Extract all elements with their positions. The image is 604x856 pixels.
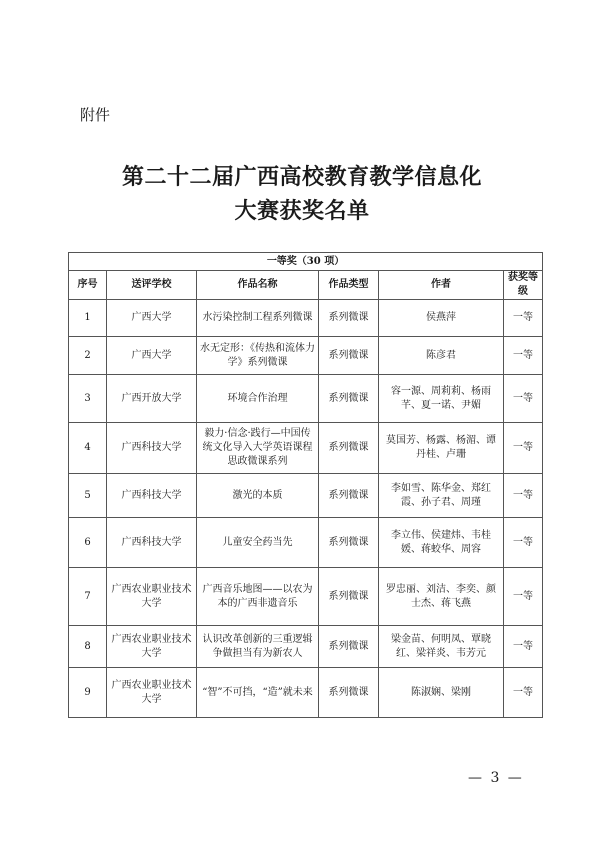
header-school: 送评学校 [107,271,197,300]
cell-type: 系列微课 [319,474,379,518]
cell-index: 7 [69,568,107,626]
cell-index: 3 [69,375,107,423]
cell-author: 李立伟、侯建炜、韦桂媛、蒋蛟华、周容 [379,518,504,568]
cell-type: 系列微课 [319,300,379,337]
cell-type: 系列微课 [319,375,379,423]
cell-type: 系列微课 [319,518,379,568]
cell-school: 广西农业职业技术大学 [107,668,197,718]
cell-work: 水无定形：《传热和流体力学》系列微课 [197,337,319,375]
cell-work: 激光的本质 [197,474,319,518]
cell-author: 陈彦君 [379,337,504,375]
cell-work: “智”不可挡，“造”就未来 [197,668,319,718]
cell-author: 罗忠丽、刘洁、李奕、颜士杰、蒋飞燕 [379,568,504,626]
table-row [69,375,543,423]
table-caption-row [69,253,543,271]
cell-level: 一等 [504,626,543,668]
cell-index: 9 [69,668,107,718]
cell-author: 莫国芳、杨露、杨湄、谭丹桂、卢珊 [379,423,504,474]
cell-level: 一等 [504,568,543,626]
table-row [69,568,543,626]
table-row [69,668,543,718]
cell-author: 李如雪、陈华金、郑红霞、孙子君、周瑾 [379,474,504,518]
cell-type: 系列微课 [319,423,379,474]
cell-work: 环境合作治理 [197,375,319,423]
table-row [69,337,543,375]
cell-author: 容一源、周莉莉、杨雨芊、夏一诺、尹媚 [379,375,504,423]
cell-work: 广西音乐地图——以农为本的广西非遗音乐 [197,568,319,626]
cell-type: 系列微课 [319,668,379,718]
cell-school: 广西农业职业技术大学 [107,568,197,626]
table-header-row [69,271,543,300]
cell-author: 侯燕萍 [379,300,504,337]
cell-level: 一等 [504,518,543,568]
cell-level: 一等 [504,423,543,474]
cell-type: 系列微课 [319,568,379,626]
cell-index: 2 [69,337,107,375]
awards-table [68,252,543,718]
table-row [69,300,543,337]
document-title-line1: 第二十二届广西高校教育教学信息化 [121,164,482,190]
cell-author: 梁金苗、何明凤、覃晓红、梁祥炎、韦芳元 [379,626,504,668]
cell-school: 广西科技大学 [107,518,197,568]
cell-work: 儿童安全药当先 [197,518,319,568]
cell-work: 水污染控制工程系列微课 [197,300,319,337]
cell-index: 5 [69,474,107,518]
cell-type: 系列微课 [319,626,379,668]
cell-level: 一等 [504,300,543,337]
page-number: — 3 — [468,770,524,786]
table-row [69,626,543,668]
cell-index: 6 [69,518,107,568]
header-work: 作品名称 [197,271,319,300]
header-index: 序号 [69,271,107,300]
table-caption: 一等奖（30 项） [69,253,543,271]
cell-level: 一等 [504,668,543,718]
attachment-label: 附件 [80,106,111,124]
cell-work: 认识改革创新的三重逻辑争做担当有为新农人 [197,626,319,668]
header-level: 获奖等级 [504,271,543,300]
cell-school: 广西科技大学 [107,474,197,518]
cell-level: 一等 [504,375,543,423]
cell-level: 一等 [504,474,543,518]
cell-index: 4 [69,423,107,474]
cell-index: 1 [69,300,107,337]
cell-author: 陈淑娴、梁刚 [379,668,504,718]
cell-school: 广西大学 [107,300,197,337]
cell-school: 广西开放大学 [107,375,197,423]
cell-school: 广西大学 [107,337,197,375]
cell-school: 广西科技大学 [107,423,197,474]
table-row [69,423,543,474]
cell-level: 一等 [504,337,543,375]
document-title-line2: 大赛获奖名单 [234,198,370,224]
cell-school: 广西农业职业技术大学 [107,626,197,668]
table-row [69,518,543,568]
header-type: 作品类型 [319,271,379,300]
cell-index: 8 [69,626,107,668]
cell-type: 系列微课 [319,337,379,375]
cell-work: 毅力·信念·践行—中国传统文化导入大学英语课程思政微课系列 [197,423,319,474]
header-author: 作者 [379,271,504,300]
table-row [69,474,543,518]
